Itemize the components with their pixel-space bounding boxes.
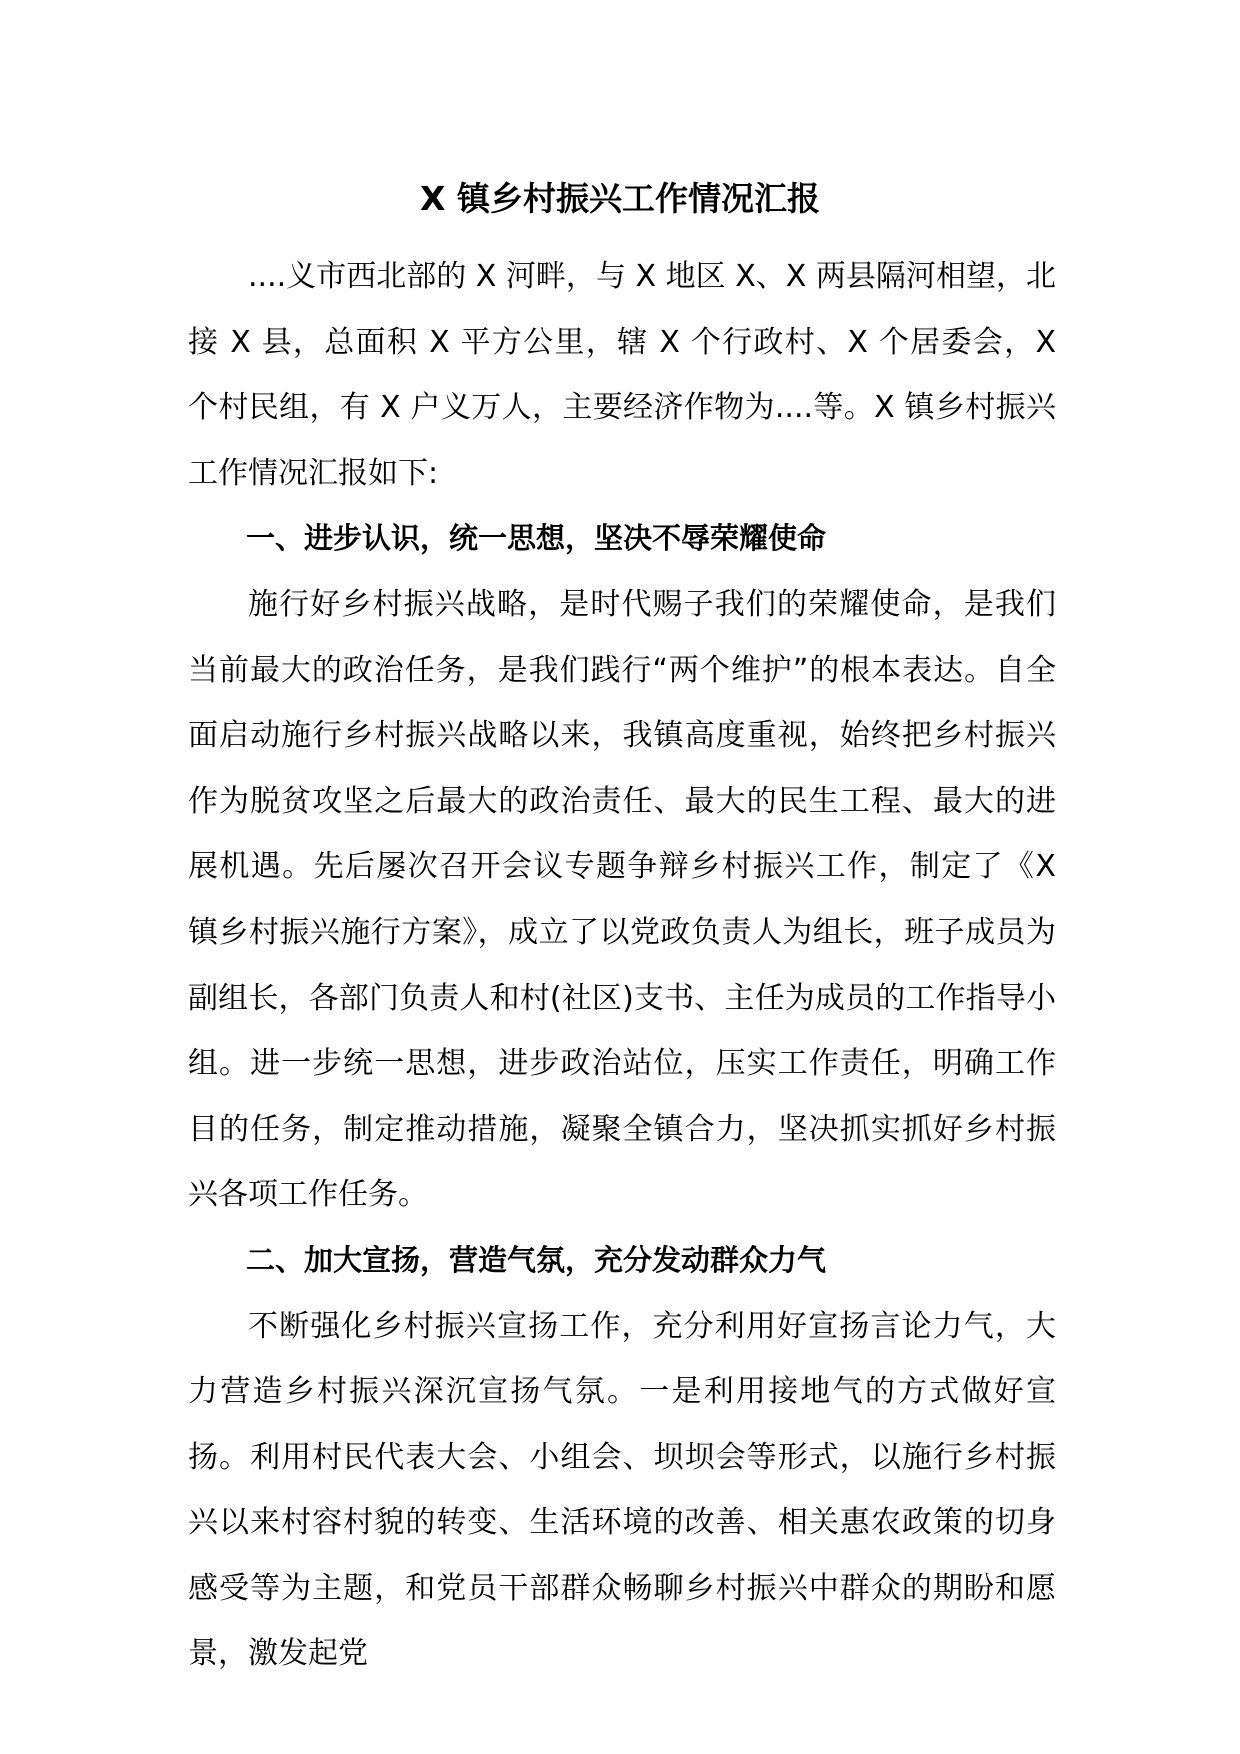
section-1-paragraph: 施行好乡村振兴战略，是时代赐子我们的荣耀使命，是我们当前最大的政治任务，是我们践行“两个维护”的根本表达。自全面启动施行乡村振兴战略以来，我镇高度重视，始终把乡村振兴作为脱贫攻坚之后最大的政治责任、最大的民生工程、最大的进展机遇。先后屡次召开会议专题争辩乡村振兴工作，制定了《X 镇乡村振兴施行方案》，成立了以党政负责人为组长，班子成员为副组长，各部门负责人和村(社区)支书、主任为成员的工作指导小组。进一步统一思想，进步政治站位，压实工作责任，明确工作目的任务，制定推动措施，凝聚全镇合力，坚决抓实抓好乡村振兴各项工作任务。	[188, 586, 1056, 1213]
document-body	[188, 244, 1056, 1687]
section-2-heading: 二、加大宣扬，营造气氛，充分发动群众力气	[246, 1242, 827, 1277]
section-1-heading: 一、进步认识，统一思想，坚决不辱荣耀使命	[246, 521, 827, 556]
intro-paragraph: ....义市西北部的 X 河畔，与 X 地区 X、X 两县隔河相望，北接 X 县，总面积 X 平方公里，辖 X 个行政村、X 个居委会，X 个村民组，有 X 户义万人，主要经济作物为....等。X 镇乡村振兴工作情况汇报如下:	[188, 259, 1056, 491]
document-title: X 镇乡村振兴工作情况汇报	[420, 179, 820, 218]
section-2-paragraph: 不断强化乡村振兴宣扬工作，充分利用好宣扬言论力气，大力营造乡村振兴深沉宣扬气氛。一是利用接地气的方式做好宣扬。利用村民代表大会、小组会、坝坝会等形式，以施行乡村振兴以来村容村貌的转变、生活环境的改善、相关惠农政策的切身感受等为主题，和党员干部群众畅聊乡村振兴中群众的期盼和愿景，激发起党	[188, 1308, 1056, 1672]
